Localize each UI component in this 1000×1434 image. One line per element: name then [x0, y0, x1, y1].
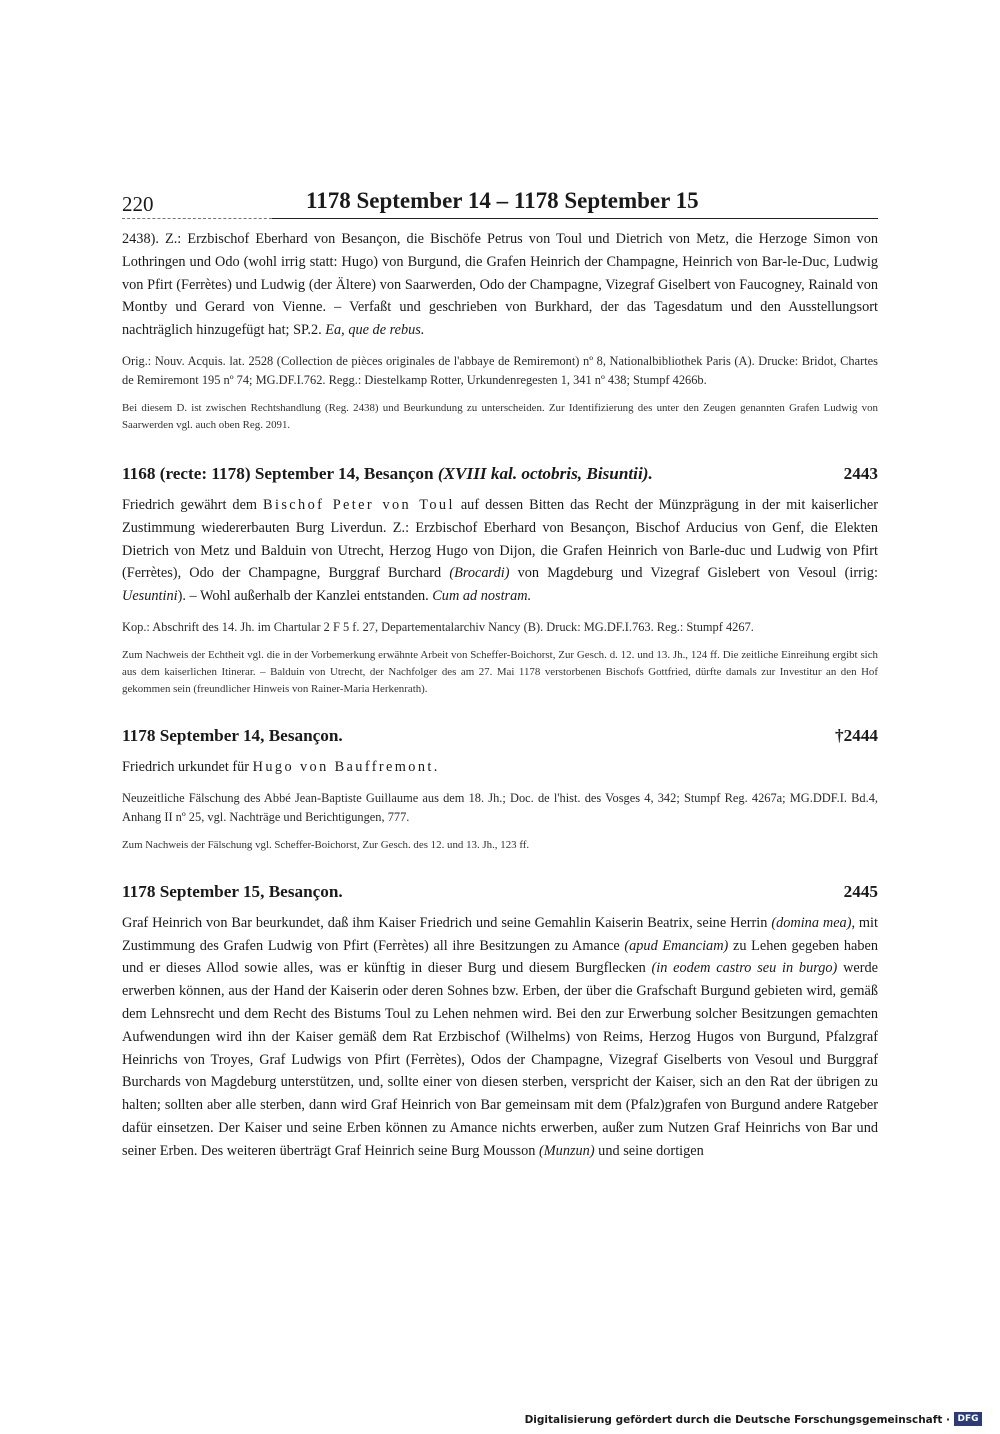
entry-number: †2444 [835, 725, 878, 745]
running-head [122, 188, 878, 222]
entry-2445 [122, 880, 878, 1163]
entry-incipit: Cum ad nostram. [432, 588, 532, 605]
entry-number: 2445 [843, 881, 878, 901]
entry-2443 [122, 462, 878, 698]
dfg-logo-icon: DFG [954, 1412, 982, 1426]
entry-note: Zum Nachweis der Fälschung vgl. Scheffer-Boichorst, Zur Gesch. des 12. und 13. Jh., 123 ff. [122, 838, 530, 851]
entry-note: Zum Nachweis der Echtheit vgl. die in der Vorbemerkung erwähnte Arbeit von Scheffer-Boichorst, Zur Gesch. d. 12. und 13. Jh., 124 ff. Die zeitliche Einreihung ergibt sich aus dem kaiserlichen Itinerar. – Balduin von Utrecht, der Nachfolger des am 27. Mai 1178 verstorbenen Bischofs Gottfried, dürfte damals zur Investitur an den Hof gekommen sein (freundlicher Hinweis von Rainer-Maria Herkenrath). [122, 648, 878, 695]
continuation-text: 2438). Z.: Erzbischof Eberhard von Besançon, die Bischöfe Petrus von Toul und Dietrich von Metz, die Herzoge Simon von Lothringen und Odo (wohl irrig statt: Hugo) von Burgund, die Grafen Heinrich der Champagne, Heinrich von Bar-le-Duc, Ludwig von Pfirt (Ferrètes) und Ludwig (der Ältere) von Saarwerden, Odo der Champagne, Vizegraf Giselbert von Faucogney, Rainald von Montby und Gerard von Vienne. – Verfaßt und geschrieben von Burkhard, der das Tagesdatum und den Ausstellungsort nachträglich hinzugefügt hat; SP.2. Ea, que de rebus. [122, 231, 878, 339]
continuation-block [122, 228, 878, 434]
page-number: 220 [122, 192, 154, 216]
entry-sources: Neuzeitliche Fälschung des Abbé Jean-Baptiste Guillaume aus dem 18. Jh.; Doc. de l'hist. des Vosges 4, 342; Stumpf Reg. 4267a; MG.DDF.I. Bd.4, Anhang II nº 25, vgl. Nachträge und Berichtigungen, 777. [122, 790, 878, 824]
entry-heading: 1178 September 14, Besançon. †2444 [122, 724, 878, 748]
entry-heading: 1178 September 15, Besançon. 2445 [122, 880, 878, 904]
entry-number: 2443 [843, 463, 878, 483]
entry-sources: Kop.: Abschrift des 14. Jh. im Chartular 2 F 5 f. 27, Departementalarchiv Nancy (B). Druck: MG.DF.I.763. Reg.: Stumpf 4267. [122, 619, 754, 634]
entry-summary: Friedrich urkundet für Hugo von Bauffremont. [122, 758, 438, 775]
entry-summary: Friedrich gewährt dem Bischof Peter von Toul auf dessen Bitten das Recht der Münzprägung in der mit kaiserlicher Zustimmung wiedererbauten Burg Liverdun. Z.: Erzbischof Eberhard von Besançon, Bischof Arducius von Genf, die Elekten Dietrich von Metz und Balduin von Utrecht, Herzog Hugo von Dijon, die Grafen Heinrich von Barle-duc und Ludwig von Pfirt (Ferrètes), Odo der Champagne, Burggraf Burchard (Brocardi) von Magdeburg und Vizegraf Gislebert von Vesoul (irrig: Uesuntini). – Wohl außerhalb der Kanzlei entstanden. Cum ad nostram. [122, 496, 878, 605]
continuation-incipit: Ea, que de rebus. [325, 322, 425, 339]
entry-summary: Graf Heinrich von Bar beurkundet, daß ihm Kaiser Friedrich und seine Gemahlin Kaiserin Beatrix, seine Herrin (domina mea), mit Zustimmung des Grafen Ludwig von Pfirt (Ferrètes) all ihre Besitzungen zu Amance (apud Emanciam) zu Lehen gegeben haben und er dieses Allod sowie alles, was er künftig in dieser Burg und diesem Burgflecken (in eodem castro seu in burgo) werde erwerben können, aus der Hand der Kaiserin oder deren Sohnes bzw. Erben, der über die Grafschaft Burgund gebieten wird, gemäß dem Lehnsrecht und dem Recht des Bistums Toul zu Lehen nehmen wird. Bei den zur Erwerbung solcher Besitzungen gemachten Aufwendungen wird ihn der Kaiser gemäß dem Rat Erzbischof (Wilhelms) von Reims, Herzog Hugos von Burgund, Pfalzgraf Heinrichs von Troyes, Graf Ludwigs von Pfirt (Ferrètes), Odos der Champagne, Vizegraf Giselberts von Vesoul und Burggraf Burchards von Magdeburg unterstützen, und, sollte einer von diesen sterben, verspricht der Kaiser, sich an den Rat der übrigen zu halten; sollten aber alle sterben, dann wird Graf Heinrich von Bar gemeinsam mit dem (Pfalz)grafen von Burgund andere Ratgeber dafür einsetzen. Der Kaiser und seine Erben können zu Amance nichts erwerben, außer zum Nutzen Graf Heinrichs von Bar und seiner Erben. Des weiteren überträgt Graf Heinrich seine Burg Mousson (Munzun) und seine dortigen [122, 914, 879, 1159]
continuation-note: Bei diesem D. ist zwischen Rechtshandlung (Reg. 2438) und Beurkundung zu unterscheiden. Zur Identifizierung des unter den Zeugen genannten Grafen Ludwig von Saarwerden vgl. auch oben Reg. 2091. [122, 401, 878, 431]
person-name: Bischof Peter von Toul [263, 496, 455, 513]
entry-2444 [122, 724, 878, 854]
person-name: Hugo von Bauffremont [252, 758, 434, 775]
page [122, 188, 878, 1163]
running-title: 1178 September 14 – 1178 September 15 [306, 188, 699, 213]
continuation-sources: Orig.: Nouv. Acquis. lat. 2528 (Collection de pièces originales de l'abbaye de Remiremont) nº 8, Nationalbibliothek Paris (A). Drucke: Bridot, Chartes de Remiremont 195 nº 74; MG.DF.I.762. Regg.: Diestelkamp Rotter, Urkundenregesten 1, 341 nº 438; Stumpf 4266b. [122, 353, 878, 387]
footer-credit: Digitalisierung gefördert durch die Deutsche Forschungsgemeinschaft · [524, 1414, 950, 1426]
header-rule [272, 218, 878, 219]
entry-heading: 1168 (recte: 1178) September 14, Besançon (XVIII kal. octobris, Bisuntii). 2443 [122, 462, 878, 486]
header-dashed-rule [122, 218, 282, 219]
